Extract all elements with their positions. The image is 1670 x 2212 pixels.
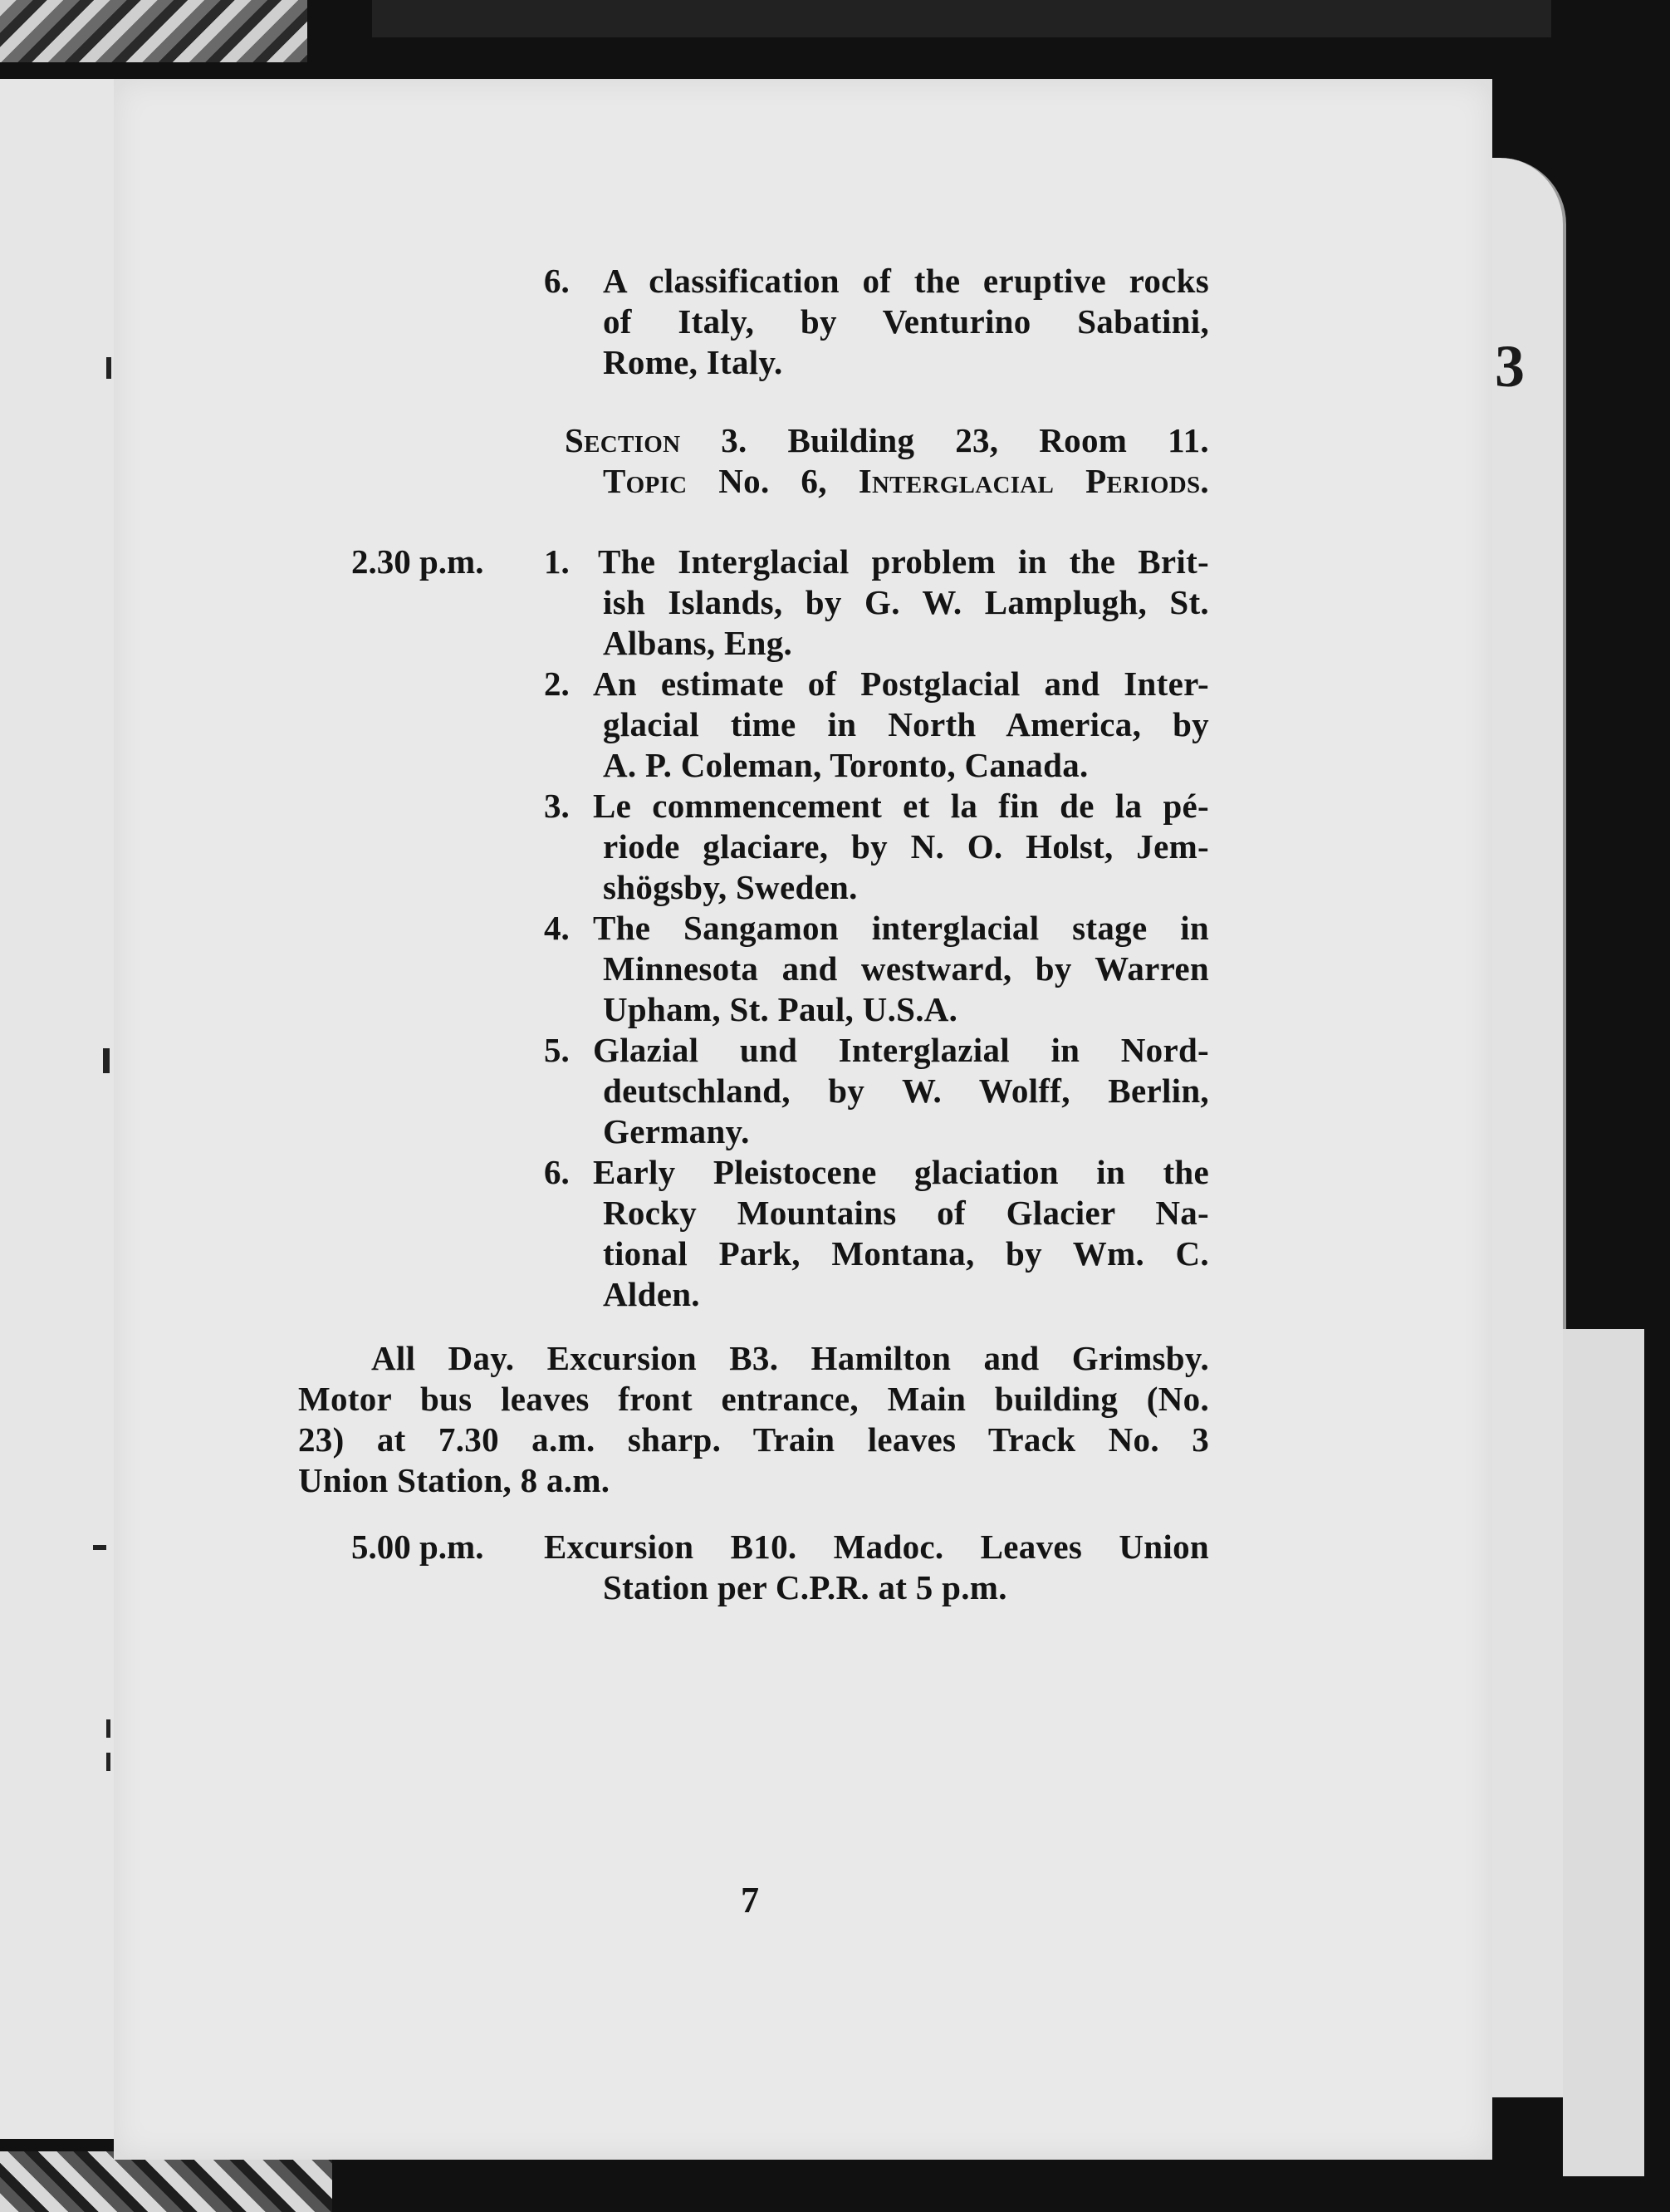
item-text-line: Minnesota and westward, by Warren <box>603 949 1209 988</box>
item-text-line: A. P. Coleman, Toronto, Canada. <box>603 746 1089 784</box>
item-number: 5. <box>544 1031 570 1069</box>
item-text-line: glacial time in North America, by <box>603 705 1209 743</box>
session-time: 2.30 p.m. <box>351 542 484 581</box>
item-number: 6. <box>544 1153 570 1191</box>
paragraph-line: 23) at 7.30 a.m. sharp. Train leaves Track No. 3 <box>298 1420 1209 1459</box>
item-text-line: riode glaciare, by N. O. Holst, Jem- <box>603 827 1209 866</box>
item-number: 4. <box>544 909 570 947</box>
section-heading <box>565 420 1209 461</box>
item-text-line: Station per C.P.R. at 5 p.m. <box>603 1568 1007 1606</box>
item-text-line: ish Islands, by G. W. Lamplugh, St. <box>603 583 1209 621</box>
section-label: Section <box>565 421 681 459</box>
item-text-line: Rome, Italy. <box>603 343 783 381</box>
item-text-line: Le commencement et la fin de la pé- <box>593 787 1209 825</box>
item-number: 3. <box>544 787 570 825</box>
binding-mark <box>103 1048 110 1073</box>
scan-background-pattern-bottom <box>0 2151 332 2212</box>
facing-page-edge <box>0 79 116 2139</box>
item-text-line: deutschland, by W. Wolff, Berlin, <box>603 1072 1209 1110</box>
topic-title: Interglacial Periods. <box>858 462 1209 500</box>
item-number: 6. <box>544 262 570 300</box>
item-text-line: The Sangamon interglacial stage in <box>593 909 1209 947</box>
paragraph-line: Motor bus leaves front entrance, Main building (No. <box>298 1380 1209 1418</box>
item-text-line: Alden. <box>603 1275 700 1313</box>
item-number: 1. <box>544 542 570 581</box>
item-text-line: Rocky Mountains of Glacier Na- <box>603 1194 1209 1232</box>
paragraph-line: All Day. Excursion B3. Hamilton and Grimsby. <box>371 1339 1209 1377</box>
item-text-line: Albans, Eng. <box>603 624 793 662</box>
item-text-line: shögsby, Sweden. <box>603 868 858 906</box>
scan-right-edge <box>1563 1329 1644 2176</box>
topic-label: Topic <box>603 462 688 500</box>
topic-number: No. 6, <box>718 462 827 500</box>
scan-background-pattern <box>0 0 307 62</box>
item-text-line: tional Park, Montana, by Wm. C. <box>603 1234 1209 1273</box>
paragraph-line: Union Station, 8 a.m. <box>298 1461 610 1499</box>
item-text-line: of Italy, by Venturino Sabatini, <box>603 302 1209 341</box>
item-number: 2. <box>544 665 570 703</box>
item-text-line: Glazial und Interglazial in Nord- <box>593 1031 1209 1069</box>
item-text-line: An estimate of Postglacial and Inter- <box>593 665 1209 703</box>
binding-mark <box>106 1753 110 1771</box>
item-text-line: Excursion B10. Madoc. Leaves Union <box>544 1528 1209 1566</box>
section-details: 3. Building 23, Room 11. <box>721 421 1209 459</box>
session-time: 5.00 p.m. <box>351 1528 484 1566</box>
topic-heading <box>603 461 1209 502</box>
scan-top-edge <box>372 0 1551 37</box>
item-text-line: Early Pleistocene glaciation in the <box>593 1153 1209 1191</box>
item-text-line: The Interglacial problem in the Brit- <box>598 542 1209 581</box>
document-page <box>114 79 1492 2160</box>
binding-mark <box>93 1545 106 1550</box>
page-number: 7 <box>741 1880 759 1920</box>
item-text-line: Germany. <box>603 1112 750 1150</box>
margin-mark: 3 <box>1495 333 1525 400</box>
item-text-line: A classification of the eruptive rocks <box>603 262 1209 300</box>
binding-mark <box>106 357 111 379</box>
binding-mark <box>106 1719 110 1738</box>
next-page-edge <box>1486 158 1566 2097</box>
item-text-line: Upham, St. Paul, U.S.A. <box>603 990 958 1028</box>
